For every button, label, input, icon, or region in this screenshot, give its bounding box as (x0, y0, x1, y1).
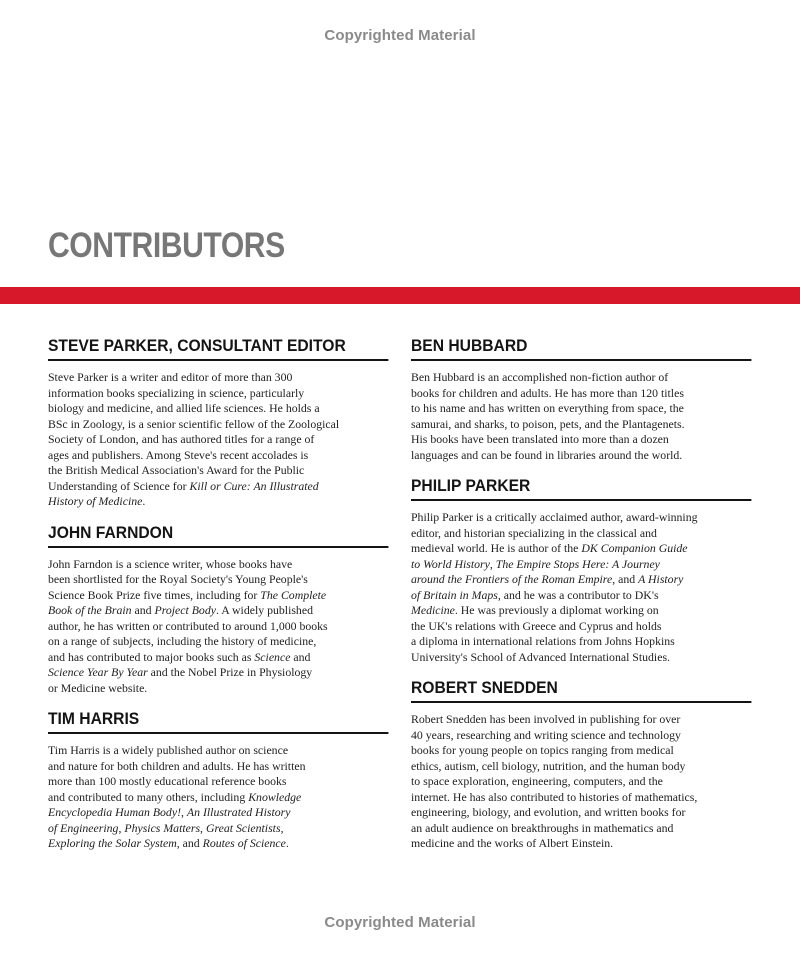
contributor-name: JOHN FARNDON (48, 523, 388, 548)
contributor-entry (411, 678, 751, 852)
contributor-name: PHILIP PARKER (411, 476, 751, 501)
contributor-bio: Philip Parker is a critically acclaimed author, award-winning editor, and historian specializing in the classical and medieval world. He is author of the DK Companion Guide to World History, The Empire Stops Here: A Journey around the Frontiers of the Roman Empire, and A History of Britain in Maps, and he was a contributor to DK's Medicine. He was previously a diplomat working on the UK's relations with Greece and Cyprus and holds a diploma in international relations from Johns Hopkins University's School of Advanced International Studies. (411, 510, 698, 664)
contributor-entry (411, 336, 751, 463)
contributor-name: ROBERT SNEDDEN (411, 678, 751, 703)
contributor-entry (48, 336, 388, 510)
accent-bar (0, 287, 800, 304)
copyright-watermark-bottom: Copyrighted Material (324, 914, 476, 931)
page-title: CONTRIBUTORS (48, 226, 285, 265)
contributor-entry (48, 709, 388, 852)
contributor-entry (411, 476, 751, 665)
contributor-entry (48, 523, 388, 697)
contributor-name: TIM HARRIS (48, 709, 388, 734)
contributor-bio: Steve Parker is a writer and editor of more than 300 information books specializing in science, particularly biology and medicine, and allied life sciences. He holds a BSc in Zoology, is a senior scientific fellow of the Zoological Society of London, and has authored titles for a range of ages and publishers. Among Steve's recent accolades is the British Medical Association's Award for the Public Understanding of Science for Kill or Cure: An Illustrated History of Medicine. (48, 370, 340, 508)
contributor-bio: Robert Snedden has been involved in publishing for over 40 years, researching and writing science and technology books for young people on topics ranging from medical ethics, autism, cell biology, nutrition, and the human body to space exploration, engineering, computers, and the internet. He has also contributed to histories of mathematics, engineering, biology, and evolution, and written books for an adult audience on breakthroughs in mathematics and medicine and the works of Albert Einstein. (411, 712, 698, 850)
left-column (48, 336, 388, 865)
right-column (411, 336, 751, 865)
contributor-name: BEN HUBBARD (411, 336, 751, 361)
contributor-bio: Ben Hubbard is an accomplished non-fiction author of books for children and adults. He has more than 120 titles to his name and has written on everything from space, the samurai, and sharks, to poison, pets, and the Plantagenets. His books have been translated into more than a dozen languages and can be found in libraries around the world. (411, 370, 685, 462)
contributor-bio: John Farndon is a science writer, whose books have been shortlisted for the Royal Society's Young People's Science Book Prize five times, including for The Complete Book of the Brain and Project Body. A widely published author, he has written or contributed to around 1,000 books on a range of subjects, including the history of medicine, and has contributed to major books such as Science and Science Year By Year and the Nobel Prize in Physiology or Medicine website. (48, 556, 328, 695)
copyright-watermark-top: Copyrighted Material (324, 27, 476, 44)
contributor-name: STEVE PARKER, CONSULTANT EDITOR (48, 336, 388, 361)
contributor-bio: Tim Harris is a widely published author on science and nature for both children and adults. He has written more than 100 mostly educational reference books and contributed to many others, including Knowledge Encyclopedia Human Body!, An Illustrated History of Engineering, Physics Matters, Great Scientists, Exploring the Solar System, and Routes of Science. (48, 743, 306, 850)
